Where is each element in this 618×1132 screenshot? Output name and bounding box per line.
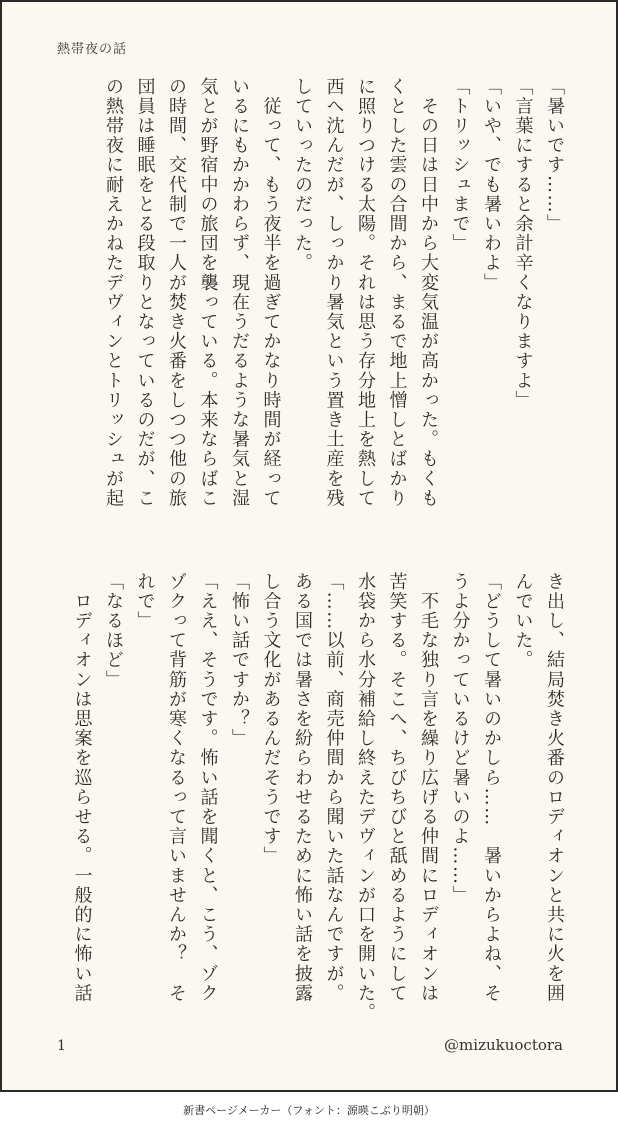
upper-line: 団員は睡眠をとる段取りとなっているのだが、こ [134,77,156,509]
lower-line: 「怖い話ですか？」 [229,572,250,749]
upper-line: 西へ沈んだが、しっかり暑気という置き土産を残 [323,77,345,509]
lower-line: 「どうして暑いのかしら…… 暑いからよね、そ [481,572,502,1004]
upper-line: 「トリッシュまで」 [449,77,471,254]
upper-line: の熱帯夜に耐えかねたデヴィンとトリッシュが起 [103,77,124,509]
lower-line: ロディオンは思案を巡らせる。一般的に怖い話 [71,572,93,1004]
lower-line: き出し、結局焚き火番のロディオンと共に火を囲 [544,572,565,1004]
lower-line: ゾクって背筋が寒くなるって言いませんか？ そ [166,572,187,1004]
lower-line: し合う文化があるんだそうです」 [260,572,282,866]
page-number: 1 [57,1038,66,1054]
lower-text-block [66,572,570,1032]
lower-line: ある国では暑さを紛らわせるために怖い話を披露 [292,572,313,1004]
upper-line: いるにもかかわらず、現在うだるような暑気と湿 [229,77,250,509]
lower-line: んでいた。 [512,572,534,670]
upper-line: その日は日中から大変気温が高かった。もくも [418,77,439,509]
page-title: 熱帯夜の話 [57,42,128,57]
upper-text-block [98,77,571,537]
author-handle: @mizukuoctora [444,1036,563,1054]
generator-caption: 新書ページメーカー（フォント：源暎こぶり明朝） [183,1104,435,1117]
upper-line: の時間、交代制で一人が焚き火番をしつつ他の旅 [166,77,187,509]
upper-line: 気とが野宿中の旅団を襲っている。本来ならばこ [197,77,219,509]
lower-line: 「なるほど」 [103,572,124,690]
lower-line: 苦笑する。そこへ、ちびちびと舐めるようにして [386,572,408,1004]
upper-line: 「いや、でも暑いわよ」 [481,77,502,293]
upper-line: 従って、もう夜半を過ぎてかなり時間が経って [260,77,282,509]
lower-line: れで」 [134,572,156,631]
upper-line: していったのだった。 [292,77,313,273]
upper-line: 「暑いです……」 [544,77,565,234]
lower-line: 水袋から水分補給し終えたデヴィンが口を開いた。 [355,572,376,1023]
lower-line: 不毛な独り言を繰り広げる仲間にロディオンは [418,572,439,1004]
lower-line: うよ分かっているけど暑いのよ……」 [449,572,471,906]
upper-line: に照りつける太陽。それは思う存分地上を熱して [355,77,376,509]
upper-line: 「言葉にすると余計辛くなりますよ」 [512,77,534,411]
lower-line: 「ええ、そうです。怖い話を聞くと、こう、ゾク [197,572,219,1004]
upper-line: くとした雲の合間から、まるで地上憎しとばかり [386,77,408,509]
lower-line: 「……以前、商売仲間から聞いた話なんですが。 [323,572,345,1004]
